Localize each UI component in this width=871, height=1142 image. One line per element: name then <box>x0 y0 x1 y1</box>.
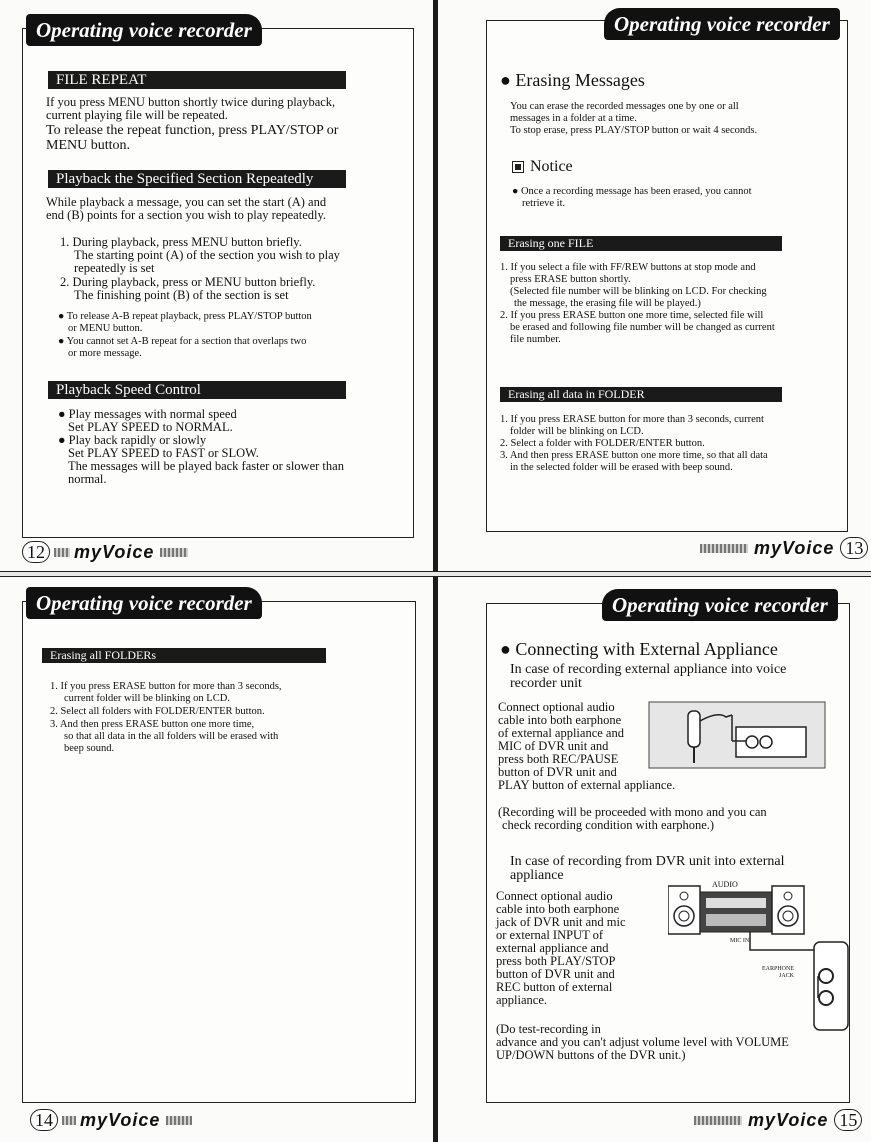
page-15 <box>438 577 871 1142</box>
file-repeat-line: MENU button. <box>46 138 130 153</box>
page-14 <box>0 577 433 1142</box>
erase-one-line: press ERASE button shortly. <box>510 274 631 285</box>
case2-title-line: appliance <box>510 868 564 883</box>
case1-text-line: button of DVR unit and <box>498 765 617 779</box>
case2-text-line: cable into both earphone <box>496 902 620 916</box>
page-footer <box>700 538 868 558</box>
case2-text-line: appliance. <box>496 993 548 1007</box>
erase-one-line: (Selected file number will be blinking on LCD. For checking <box>510 286 767 297</box>
intro-line: messages in a folder at a time. <box>510 113 637 124</box>
erase-one-line: file number. <box>510 334 561 345</box>
case2-text-line: press both PLAY/STOP <box>496 954 616 968</box>
brand-logo: myVoice <box>748 1109 829 1130</box>
case1-note-line: check recording condition with earphone.) <box>502 818 715 832</box>
section-title-speed: Playback Speed Control <box>48 381 346 399</box>
erase-one-line: 1. If you select a file with FF/REW buttons at stop mode and <box>500 262 756 273</box>
page-number: 12 <box>22 541 50 563</box>
page-footer <box>694 1110 862 1130</box>
notice-line: retrieve it. <box>522 198 566 209</box>
section-heading: ● Connecting with External Appliance <box>500 639 778 659</box>
erase-all-line: 2. Select all folders with FOLDER/ENTER button. <box>50 706 265 717</box>
section-title-file-repeat: FILE REPEAT <box>48 71 346 89</box>
page-number: 13 <box>840 537 868 559</box>
case1-text-line: PLAY button of external appliance. <box>498 778 676 792</box>
case2-note-line: UP/DOWN buttons of the DVR unit.) <box>496 1048 686 1062</box>
case1-text-line: cable into both earphone <box>498 713 622 727</box>
ab-note-line: ● To release A-B repeat playback, press PLAY/STOP button <box>58 311 312 322</box>
case2-text-line: REC button of external <box>496 980 613 994</box>
speed-line: ● Play messages with normal speed <box>58 407 237 421</box>
notice-title: Notice <box>530 158 573 175</box>
case2-note-line: (Do test-recording in <box>496 1022 601 1036</box>
ab-intro-line: end (B) points for a section you wish to play repeatedly. <box>46 208 327 222</box>
case1-text-line: MIC of DVR unit and <box>498 739 609 753</box>
erase-all-line: current folder will be blinking on LCD. <box>64 693 230 704</box>
erase-one-line: the message, the erasing file will be played.) <box>514 298 701 309</box>
erase-all-line: so that all data in the all folders will be erased with <box>64 731 279 742</box>
recorder-to-external-diagram <box>668 880 850 1040</box>
page-13 <box>438 0 871 571</box>
page-number: 14 <box>30 1109 58 1131</box>
brand-logo: myVoice <box>80 1109 161 1130</box>
notice-line: ● Once a recording message has been erased, you cannot <box>512 186 752 197</box>
section-tab: Operating voice recorder <box>604 8 840 40</box>
erase-all-line: 3. And then press ERASE button one more time, <box>50 719 255 730</box>
file-repeat-line: To release the repeat function, press PLAY/STOP or <box>46 123 339 138</box>
ab-step-line: 1. During playback, press MENU button briefly. <box>60 235 302 249</box>
speed-line: Set PLAY SPEED to NORMAL. <box>68 420 233 434</box>
section-title-erase-one: Erasing one FILE <box>500 236 782 251</box>
case2-text-line: jack of DVR unit and mic <box>496 915 626 929</box>
case2-text-line: or external INPUT of <box>496 928 604 942</box>
erase-folder-line: in the selected folder will be erased with beep sound. <box>510 462 733 473</box>
case1-title-line: recorder unit <box>510 676 582 691</box>
erase-one-line: 2. If you press ERASE button one more time, selected file will <box>500 310 764 321</box>
erase-folder-line: folder will be blinking on LCD. <box>510 426 644 437</box>
ab-intro-line: While playback a message, you can set the start (A) and <box>46 195 327 209</box>
case1-note-line: (Recording will be proceeded with mono and you can <box>498 805 767 819</box>
erase-one-line: be erased and following file number will be changed as current <box>510 322 775 333</box>
case1-text-line: of external appliance and <box>498 726 624 740</box>
ab-note-line: or MENU button. <box>68 323 143 334</box>
content-frame <box>22 601 416 1103</box>
case2-text-line: button of DVR unit and <box>496 967 615 981</box>
section-tab: Operating voice recorder <box>26 14 262 46</box>
erase-all-line: 1. If you press ERASE button for more than 3 seconds, <box>50 681 282 692</box>
section-tab: Operating voice recorder <box>26 587 262 619</box>
ab-note-line: ● You cannot set A-B repeat for a section that overlaps two <box>58 336 307 347</box>
ab-step-line: repeatedly is set <box>74 261 155 275</box>
page-number: 15 <box>834 1109 862 1131</box>
case1-title-line: In case of recording external appliance into voice <box>510 662 787 677</box>
ab-step-line: 2. During playback, press or MENU button briefly. <box>60 275 316 289</box>
erase-folder-line: 2. Select a folder with FOLDER/ENTER button. <box>500 438 705 449</box>
case2-text-line: Connect optional audio <box>496 889 613 903</box>
notice-icon <box>512 161 524 173</box>
intro-line: To stop erase, press PLAY/STOP button or wait 4 seconds. <box>510 125 758 136</box>
speed-line: normal. <box>68 472 107 486</box>
file-repeat-line: current playing file will be repeated. <box>46 108 228 122</box>
intro-line: You can erase the recorded messages one by one or all <box>510 101 739 112</box>
external-to-recorder-diagram <box>648 701 826 769</box>
section-title-erase-folder: Erasing all data in FOLDER <box>500 387 782 402</box>
ab-step-line: The finishing point (B) of the section is set <box>74 288 289 302</box>
case1-text-line: press both REC/PAUSE <box>498 752 619 766</box>
case1-text-line: Connect optional audio <box>498 700 615 714</box>
case2-title-line: In case of recording from DVR unit into external <box>510 854 785 869</box>
speed-line: The messages will be played back faster or slower than <box>68 459 344 473</box>
case2-text-line: external appliance and <box>496 941 609 955</box>
erase-folder-line: 3. And then press ERASE button one more time, so that all data <box>500 450 768 461</box>
brand-logo: myVoice <box>754 537 835 558</box>
brand-logo: myVoice <box>74 541 155 562</box>
diagram-label-audio: AUDIO <box>712 880 738 889</box>
stereo-diagram-graphic <box>668 880 850 1040</box>
section-tab: Operating voice recorder <box>602 589 838 621</box>
file-repeat-line: If you press MENU button shortly twice during playback, <box>46 95 336 109</box>
section-title-ab-repeat: Playback the Specified Section Repeatedly <box>48 170 346 188</box>
ab-step-line: The starting point (A) of the section you wish to play <box>74 248 340 262</box>
notice-heading <box>512 158 573 176</box>
erase-all-line: beep sound. <box>64 743 115 754</box>
erase-folder-line: 1. If you press ERASE button for more than 3 seconds, current <box>500 414 764 425</box>
diagram-label-mic-in: MIC IN <box>730 938 750 944</box>
page-footer <box>22 542 188 562</box>
page-12 <box>0 0 433 571</box>
section-heading: ● Erasing Messages <box>500 70 645 90</box>
case2-note-line: advance and you can't adjust volume level with VOLUME <box>496 1035 789 1049</box>
diagram-label-earphone-jack: EARPHONE JACK <box>761 966 794 979</box>
page-footer <box>30 1110 192 1130</box>
speed-line: Set PLAY SPEED to FAST or SLOW. <box>68 446 259 460</box>
section-title-erase-all: Erasing all FOLDERs <box>42 648 326 663</box>
ab-note-line: or more message. <box>68 348 142 359</box>
speed-line: ● Play back rapidly or slowly <box>58 433 207 447</box>
